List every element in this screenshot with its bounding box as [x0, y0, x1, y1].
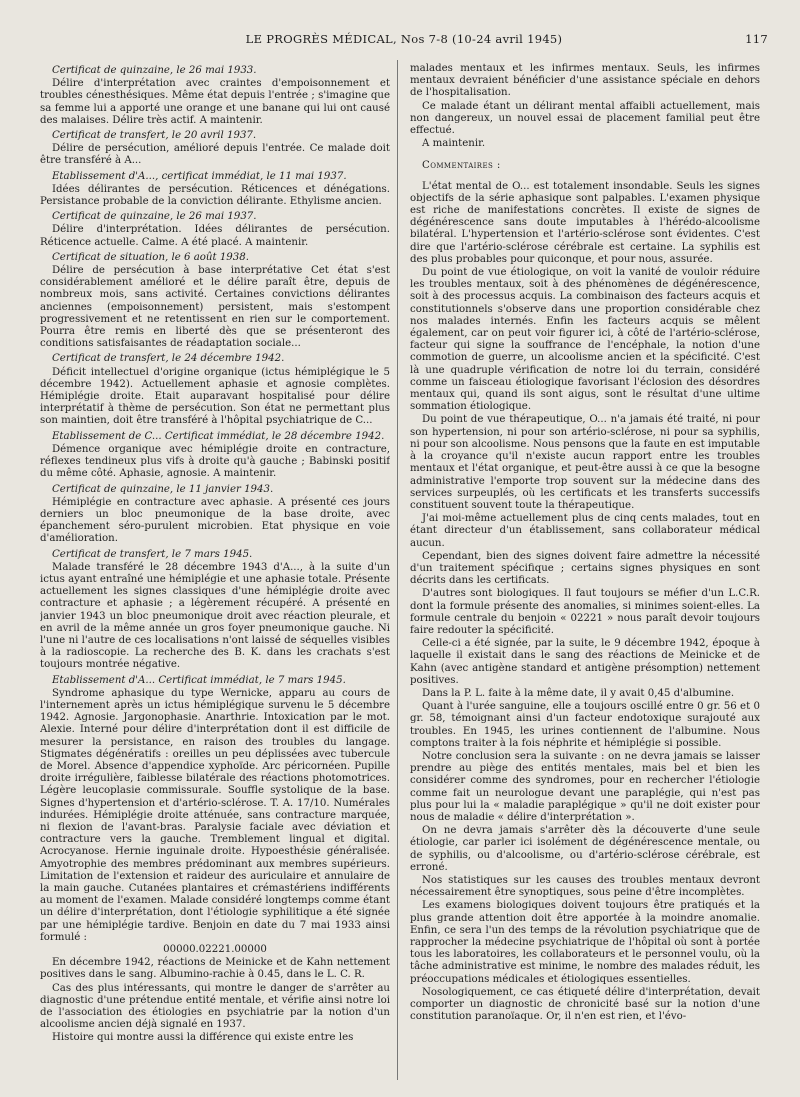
- certificate-heading: Certificat de situation, le 6 août 1938.: [52, 251, 249, 263]
- paragraph: Du point de vue étiologique, on voit la vanité de vouloir réduire les troubles mentaux, soit à des phénomènes de dégénérescence, soit à des processus acquis. La combinaison des facteurs acquis et constitutionnels s'observe dans une proportion considérable chez nos malades internés. Enfin les facteurs acquis se mêlent également, car on peut voir figurer ici, à côté de l'artério-sclérose, facteur qui signe la souffrance de l'encéphale, la notion d'une commotion de guerre, un alcoolisme ancien et la spécificité. C'est là une quadruple vérification de notre loi du terrain, considéré comme un faisceau étiologique favorisant l'éclosion des désordres mentaux qui, quand ils sont aigus, sont le résultat d'une ultime sommation étiologique.: [410, 267, 760, 413]
- paragraph: Hémiplégie en contracture avec aphasie. A présenté ces jours derniers un bloc pneumonique de la base droite, avec épanchement séro-purulent microbien. Etat physique en voie d'amélioration.: [40, 496, 390, 545]
- paragraph: Cependant, bien des signes doivent faire admettre la nécessité d'un traitement spécifique ; certains signes physiques en sont décrits dans les certificats.: [410, 550, 760, 587]
- running-header: [40, 32, 768, 48]
- certificate-heading: Certificat de transfert, le 7 mars 1945.: [52, 548, 253, 560]
- paragraph: Celle-ci a été signée, par la suite, le 9 décembre 1942, époque à laquelle il existait dans le sang des réactions de Meinicke et de Kahn (avec antigène standard et antigène présomption) nettement positives.: [410, 638, 760, 686]
- paragraph: Ce malade étant un délirant mental affaibli actuellement, mais non dangereux, un nouvel essai de placement familial peut être effectué.: [410, 100, 760, 137]
- certificate-heading: Certificat de transfert, le 20 avril 1937.: [52, 130, 257, 142]
- left-column: [40, 62, 390, 1087]
- journal-title: LE PROGRÈS MÉDICAL, Nos 7-8 (10-24 avril 1945): [245, 32, 563, 46]
- right-column: [410, 62, 760, 1087]
- column-divider: [397, 60, 398, 1080]
- paragraph: Délire d'interprétation. Idées délirantes de persécution. Réticence actuelle. Calme. A été placé. A maintenir.: [40, 224, 390, 248]
- paragraph: Quant à l'urée sanguine, elle a toujours oscillé entre 0 gr. 56 et 0 gr. 58, témoignant ainsi d'un facteur endotoxique surajouté aux troubles. En 1945, les urines contiennent de l'albumine. Nous comptons traiter à la fois néphrite et hémiplégie si possible.: [410, 701, 760, 749]
- paragraph: D'autres sont biologiques. Il faut toujours se méfier d'un L.C.R. dont la formule présente des anomalies, si minimes soient-elles. La formule centrale du benjoin « 02221 » nous paraît devoir toujours faire redouter la spécificité.: [410, 588, 760, 636]
- paragraph: Idées délirantes de persécution. Réticences et dénégations. Persistance probable de la conviction délirante. Ethylisme ancien.: [40, 183, 390, 208]
- paragraph: A maintenir.: [422, 138, 486, 150]
- paragraph: Histoire qui montre aussi la différence qui existe entre les: [52, 1032, 354, 1044]
- paragraph: Délire de persécution à base interprétative Cet état s'est considérablement amélioré et le délire paraît être, depuis de nombreux mois, sans activité. Certaines convictions délirantes anciennes (empoisonnement) persistent, mais s'estompent progressivement et ne retentissent en rien sur le comportement. Pourra être remis en liberté dès que se présenteront des conditions satisfaisantes de réadaptation sociale...: [40, 265, 390, 350]
- paragraph: On ne devra jamais s'arrêter dès la découverte d'une seule étiologie, car parler ici isolément de dégénérescence mentale, ou de syphilis, ou d'alcoolisme, ou d'artério-sclérose cérébrale, est erroné.: [410, 825, 760, 873]
- certificate-heading: Certificat de transfert, le 24 décembre 1942.: [52, 353, 285, 365]
- paragraph: Déficit intellectuel d'origine organique (ictus hémiplégique le 5 décembre 1942). Actuellement aphasie et agnosie complètes. Hémiplégie droite. Etait auparavant hospitalisé pour délire interprétatif à thème de persécution. Son état ne permettant plus son maintien, doit être transféré à l'hôpital psychiatrique de C...: [40, 366, 390, 427]
- paragraph: Nosologiquement, ce cas étiqueté délire d'interprétation, devait comporter un diagnostic de chronicité basé sur la notion d'une constitution paranoïaque. Or, il n'en est rien, et l'évo-: [410, 986, 760, 1023]
- paragraph: En décembre 1942, réactions de Meinicke et de Kahn nettement positives dans le sang. Albumino-rachie à 0.45, dans le L. C. R.: [40, 957, 390, 981]
- paragraph: Cas des plus intéressants, qui montre le danger de s'arrêter au diagnostic d'une prétendue entité mentale, et vérifie ainsi notre loi de l'association des étiologies en psychiatrie par la notion d'un alcoolisme ancien déjà signalé en 1937.: [40, 982, 390, 1031]
- paragraph: Malade transféré le 28 décembre 1943 d'A..., à la suite d'un ictus ayant entraîné une hémiplégie et une aphasie totale. Présente actuellement les signes classiques d'une hémiplégie droite avec contracture et aphasie ; a légèrement récupéré. A présenté en janvier 1943 un bloc pneumonique droit avec réaction pleurale, et en avril de la même année un gros foyer pneumonique gauche. Ni l'une ni l'autre de ces localisations n'ont laissé de séquelles visibles à la radioscopie. La recherche des B. K. dans les crachats s'est toujours montrée négative.: [40, 561, 390, 671]
- section-heading: Commentaires :: [422, 160, 501, 172]
- certificate-heading: Etablissement de C... Certificat immédiat, le 28 décembre 1942.: [52, 430, 385, 442]
- paragraph: Délire de persécution, amélioré depuis l'entrée. Ce malade doit être transféré à A...: [40, 143, 390, 167]
- paragraph: L'état mental de O... est totalement insondable. Seuls les signes objectifs de la série aphasique sont palpables. L'examen physique est riche de manifestations concrètes. Il existe de signes de dégénérescence sans doute imputables à l'hérédo-alcoolisme bilatéral. L'hypertension et l'artério-sclérose sont évidentes. C'est dire que l'artério-sclérose cérébrale est certaine. La syphilis est des plus probables pour quiconque, et pour nous, assurée.: [410, 180, 760, 265]
- certificate-heading: Certificat de quinzaine, le 11 janvier 1943.: [52, 483, 274, 495]
- paragraph-continued: malades mentaux et les infirmes mentaux. Seuls, les infirmes mentaux devraient bénéficier d'une assistance spéciale en dehors de l'hospitalisation.: [410, 63, 760, 99]
- certificate-heading: Certificat de quinzaine, le 26 mai 1937.: [52, 211, 257, 223]
- paragraph: Du point de vue thérapeutique, O... n'a jamais été traité, ni pour son hypertension, ni pour son artério-sclérose, ni pour sa syphilis, ni pour son alcoolisme. Nous pensons que la faute en est imputable à la croyance qu'il n'existe aucun rapport entre les troubles mentaux et l'état organique, et peut-être aussi à ce que la besogne administrative l'emporte trop souvent sur la médecine dans des services surpeuplés, où les certificats et les transferts successifs constituent souvent toute la thérapeutique.: [410, 414, 760, 511]
- paragraph: Délire d'interprétation avec craintes d'empoisonnement et troubles cénesthésiques. Même état depuis l'entrée ; s'imagine que sa femme lui a apporté une orange et une banane qui lui ont causé des malaises. Délire très actif. A maintenir.: [40, 78, 390, 126]
- certificate-heading: Etablissement d'A..., certificat immédiat, le 11 mai 1937.: [52, 170, 347, 182]
- paragraph: J'ai moi-même actuellement plus de cinq cents malades, tout en étant directeur d'un établissement, sans collaborateur médical aucun.: [410, 513, 760, 549]
- page-number: 117: [745, 32, 768, 46]
- certificate-heading: Certificat de quinzaine, le 26 mai 1933.: [52, 65, 257, 76]
- paragraph: Démence organique avec hémiplégie droite en contracture, réflexes tendineux plus vifs à droite qu'à gauche ; Babinski positif du même côté. Aphasie, agnosie. A maintenir.: [40, 443, 390, 480]
- certificate-heading: Etablissement d'A... Certificat immédiat, le 7 mars 1945.: [52, 674, 346, 686]
- paragraph: Dans la P. L. faite à la même date, il y avait 0,45 d'albumine.: [422, 687, 735, 699]
- benjoin-formula: 00000.02221.00000: [163, 944, 267, 956]
- paragraph: Nos statistiques sur les causes des troubles mentaux devront nécessairement être synoptiques, sous peine d'être incomplètes.: [410, 875, 760, 899]
- paragraph: Syndrome aphasique du type Wernicke, apparu au cours de l'internement après un ictus hémiplégique survenu le 5 décembre 1942. Agnosie. Jargonophasie. Anarthrie. Intoxication par le mot. Alexie. Interné pour délire d'interprétation dont il est difficile de mesurer la persistance, en raison des troubles du langage. Stigmates dégénératifs : oreilles un peu déplissées avec tubercule de Morel. Absence d'appendice xyphoïde. Arc péricornéen. Pupille droite irrégulière, faiblesse bilatérale des réactions photomotrices. Légère leucoplasie commissurale. Souffle systolique de la base. Signes d'hypertension et d'artério-sclérose. T. A. 17/10. Numérales indurées. Hémiplégie droite atténuée, sans contracture marquée, ni flexion de l'avant-bras. Paralysie faciale avec déviation et contracture vers la gauche. Tremblement lingual et digital. Acrocyanose. Hernie inguinale droite. Hypoesthésie généralisée. Amyotrophie des membres prédominant aux membres supérieurs. Limitation de l'extension et raideur des auriculaire et annulaire de la main gauche. Cutanées plantaires et crémastériens indifférents au moment de l'examen. Malade considéré longtemps comme étant un délire d'interprétation, dont l'étiologie syphilitique a été signée par une hémiplégie tardive. Benjoin en date du 7 mai 1933 ainsi formulé :: [40, 687, 390, 943]
- paragraph: Notre conclusion sera la suivante : on ne devra jamais se laisser prendre au piège des entités mentales, mais bel et bien les considérer comme des syndromes, pour en rechercher l'étiologie comme fait un neurologue devant une paraplégie, qui n'est pas plus pour lui la « maladie paraplégique » qu'il ne doit exister pour nous de maladie « délire d'interprétation ».: [410, 750, 760, 823]
- paragraph: Les examens biologiques doivent toujours être pratiqués et la plus grande attention doit être apportée à la moindre anomalie. Enfin, ce sera l'un des temps de la révolution psychiatrique que de rapprocher la médecine psychiatrique de l'hôpital où sont à portée tous les laboratoires, les collaborateurs et le personnel voulu, où la tâche administrative est minime, le nombre des malades réduit, les préoccupations médicales et étiologiques essentielles.: [410, 900, 760, 985]
